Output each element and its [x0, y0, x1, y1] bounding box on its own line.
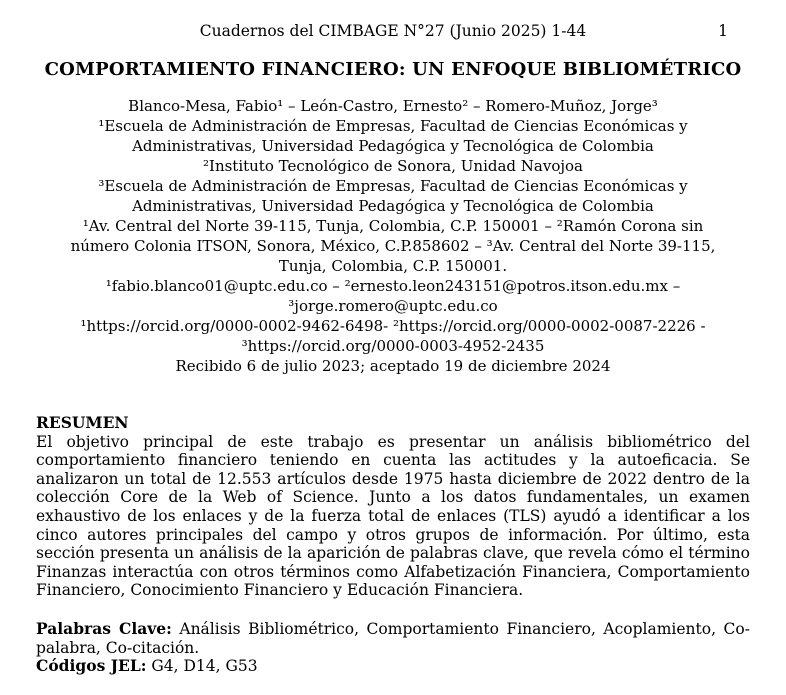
affiliation-line-3: ³Escuela de Administración de Empresas, Facultad de Ciencias Económicas y Administrativas, Universidad Pedagógica y Tecnológica de Colombia: [98, 177, 688, 215]
addresses-line: ¹Av. Central del Norte 39-115, Tunja, Colombia, C.P. 150001 – ²Ramón Corona sin número Colonia ITSON, Sonora, México, C.P.858602 – ³Av. Central del Norte 39-115, Tunja, Colombia, C.P. 150001.: [70, 217, 716, 275]
page-number: 1: [718, 22, 728, 40]
paper-title: COMPORTAMIENTO FINANCIERO: UN ENFOQUE BIBLIOMÉTRICO: [44, 59, 742, 80]
affiliation-line-1: ¹Escuela de Administración de Empresas, Facultad de Ciencias Económicas y Administrativas, Universidad Pedagógica y Tecnológica de Colombia: [98, 117, 688, 155]
received-accepted-line: Recibido 6 de julio 2023; aceptado 19 de diciembre 2024: [175, 357, 611, 375]
page-header: [36, 22, 750, 41]
keywords-line: [36, 620, 750, 657]
authors-names-line: Blanco-Mesa, Fabio¹ – León-Castro, Ernesto² – Romero-Muñoz, Jorge³: [128, 97, 658, 115]
emails-line: ¹fabio.blanco01@uptc.edu.co – ²ernesto.leon243151@potros.itson.edu.mx – ³jorge.romero@uptc.edu.co: [105, 277, 681, 315]
journal-header: Cuadernos del CIMBAGE N°27 (Junio 2025) 1-44: [199, 22, 587, 40]
jel-line: [36, 657, 750, 676]
keywords-text: Análisis Bibliométrico, Comportamiento Financiero, Acoplamiento, Co-palabra, Co-citación.: [36, 619, 750, 657]
jel-text: G4, D14, G53: [146, 657, 258, 676]
orcids-line: ¹https://orcid.org/0000-0002-9462-6498- ²https://orcid.org/0000-0002-0087-2226 - ³https://orcid.org/0000-0003-4952-2435: [80, 317, 706, 355]
author-block: [53, 96, 733, 376]
jel-label: Códigos JEL:: [36, 656, 147, 676]
affiliation-line-2: ²Instituto Tecnológico de Sonora, Unidad Navojoa: [203, 157, 583, 175]
keywords-label: Palabras Clave:: [36, 618, 172, 638]
abstract-body: El objetivo principal de este trabajo es presentar un análisis bibliométrico del comportamiento financiero teniendo en cuenta las actitudes y la autoeficacia. Se analizaron un total de 12.553 artículos desde 1975 hasta diciembre de 2022 dentro de la colección Core de la Web of Science. Junto a los datos fundamentales, un examen exhaustivo de los enlaces y de la fuerza total de enlaces (TLS) ayudó a identificar a los cinco autores principales del campo y otros grupos de información. Por último, esta sección presenta un análisis de la aparición de palabras clave, que revela cómo el término Finanzas interactúa con otros términos como Alfabetización Financiera, Comportamiento Financiero, Conocimiento Financiero y Educación Financiera.: [36, 432, 750, 600]
abstract-heading: RESUMEN: [36, 413, 129, 432]
